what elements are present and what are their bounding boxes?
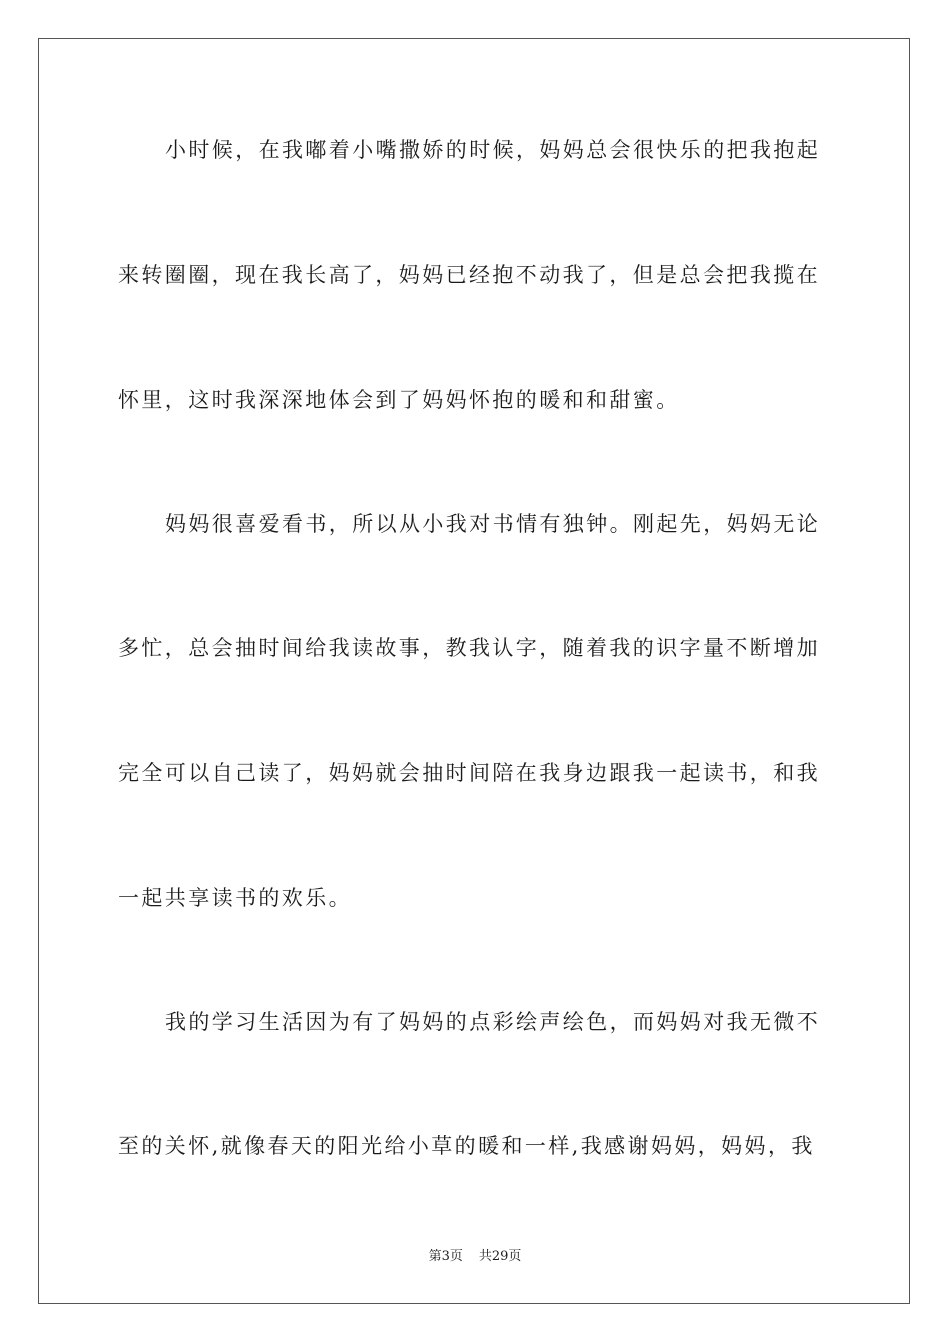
total-pages: 共29页 <box>478 1249 522 1264</box>
paragraph-2-line-2: 多忙，总会抽时间给我读故事，教我认字，随着我的识字量不断增加 <box>118 636 820 660</box>
page-footer <box>0 1248 950 1266</box>
paragraph-2-line-1: 妈妈很喜爱看书，所以从小我对书情有独钟。刚起先，妈妈无论 <box>165 512 821 536</box>
paragraph-2-line-4: 一起共享读书的欢乐。 <box>118 886 352 910</box>
paragraph-1-line-1: 小时候，在我嘟着小嘴撒娇的时候，妈妈总会很快乐的把我抱起 <box>165 138 821 162</box>
paragraph-3-line-2: 至的关怀,就像春天的阳光给小草的暖和一样,我感谢妈妈，妈妈，我 <box>118 1134 815 1158</box>
page-number: 第3页 <box>428 1249 463 1264</box>
page-border <box>38 38 910 1304</box>
paragraph-3-line-1: 我的学习生活因为有了妈妈的点彩绘声绘色，而妈妈对我无微不 <box>165 1010 821 1034</box>
paragraph-1-line-3: 怀里，这时我深深地体会到了妈妈怀抱的暖和和甜蜜。 <box>118 388 680 412</box>
paragraph-1-line-2: 来转圈圈，现在我长高了，妈妈已经抱不动我了，但是总会把我揽在 <box>118 263 820 287</box>
paragraph-2-line-3: 完全可以自己读了，妈妈就会抽时间陪在我身边跟我一起读书，和我 <box>118 761 820 785</box>
